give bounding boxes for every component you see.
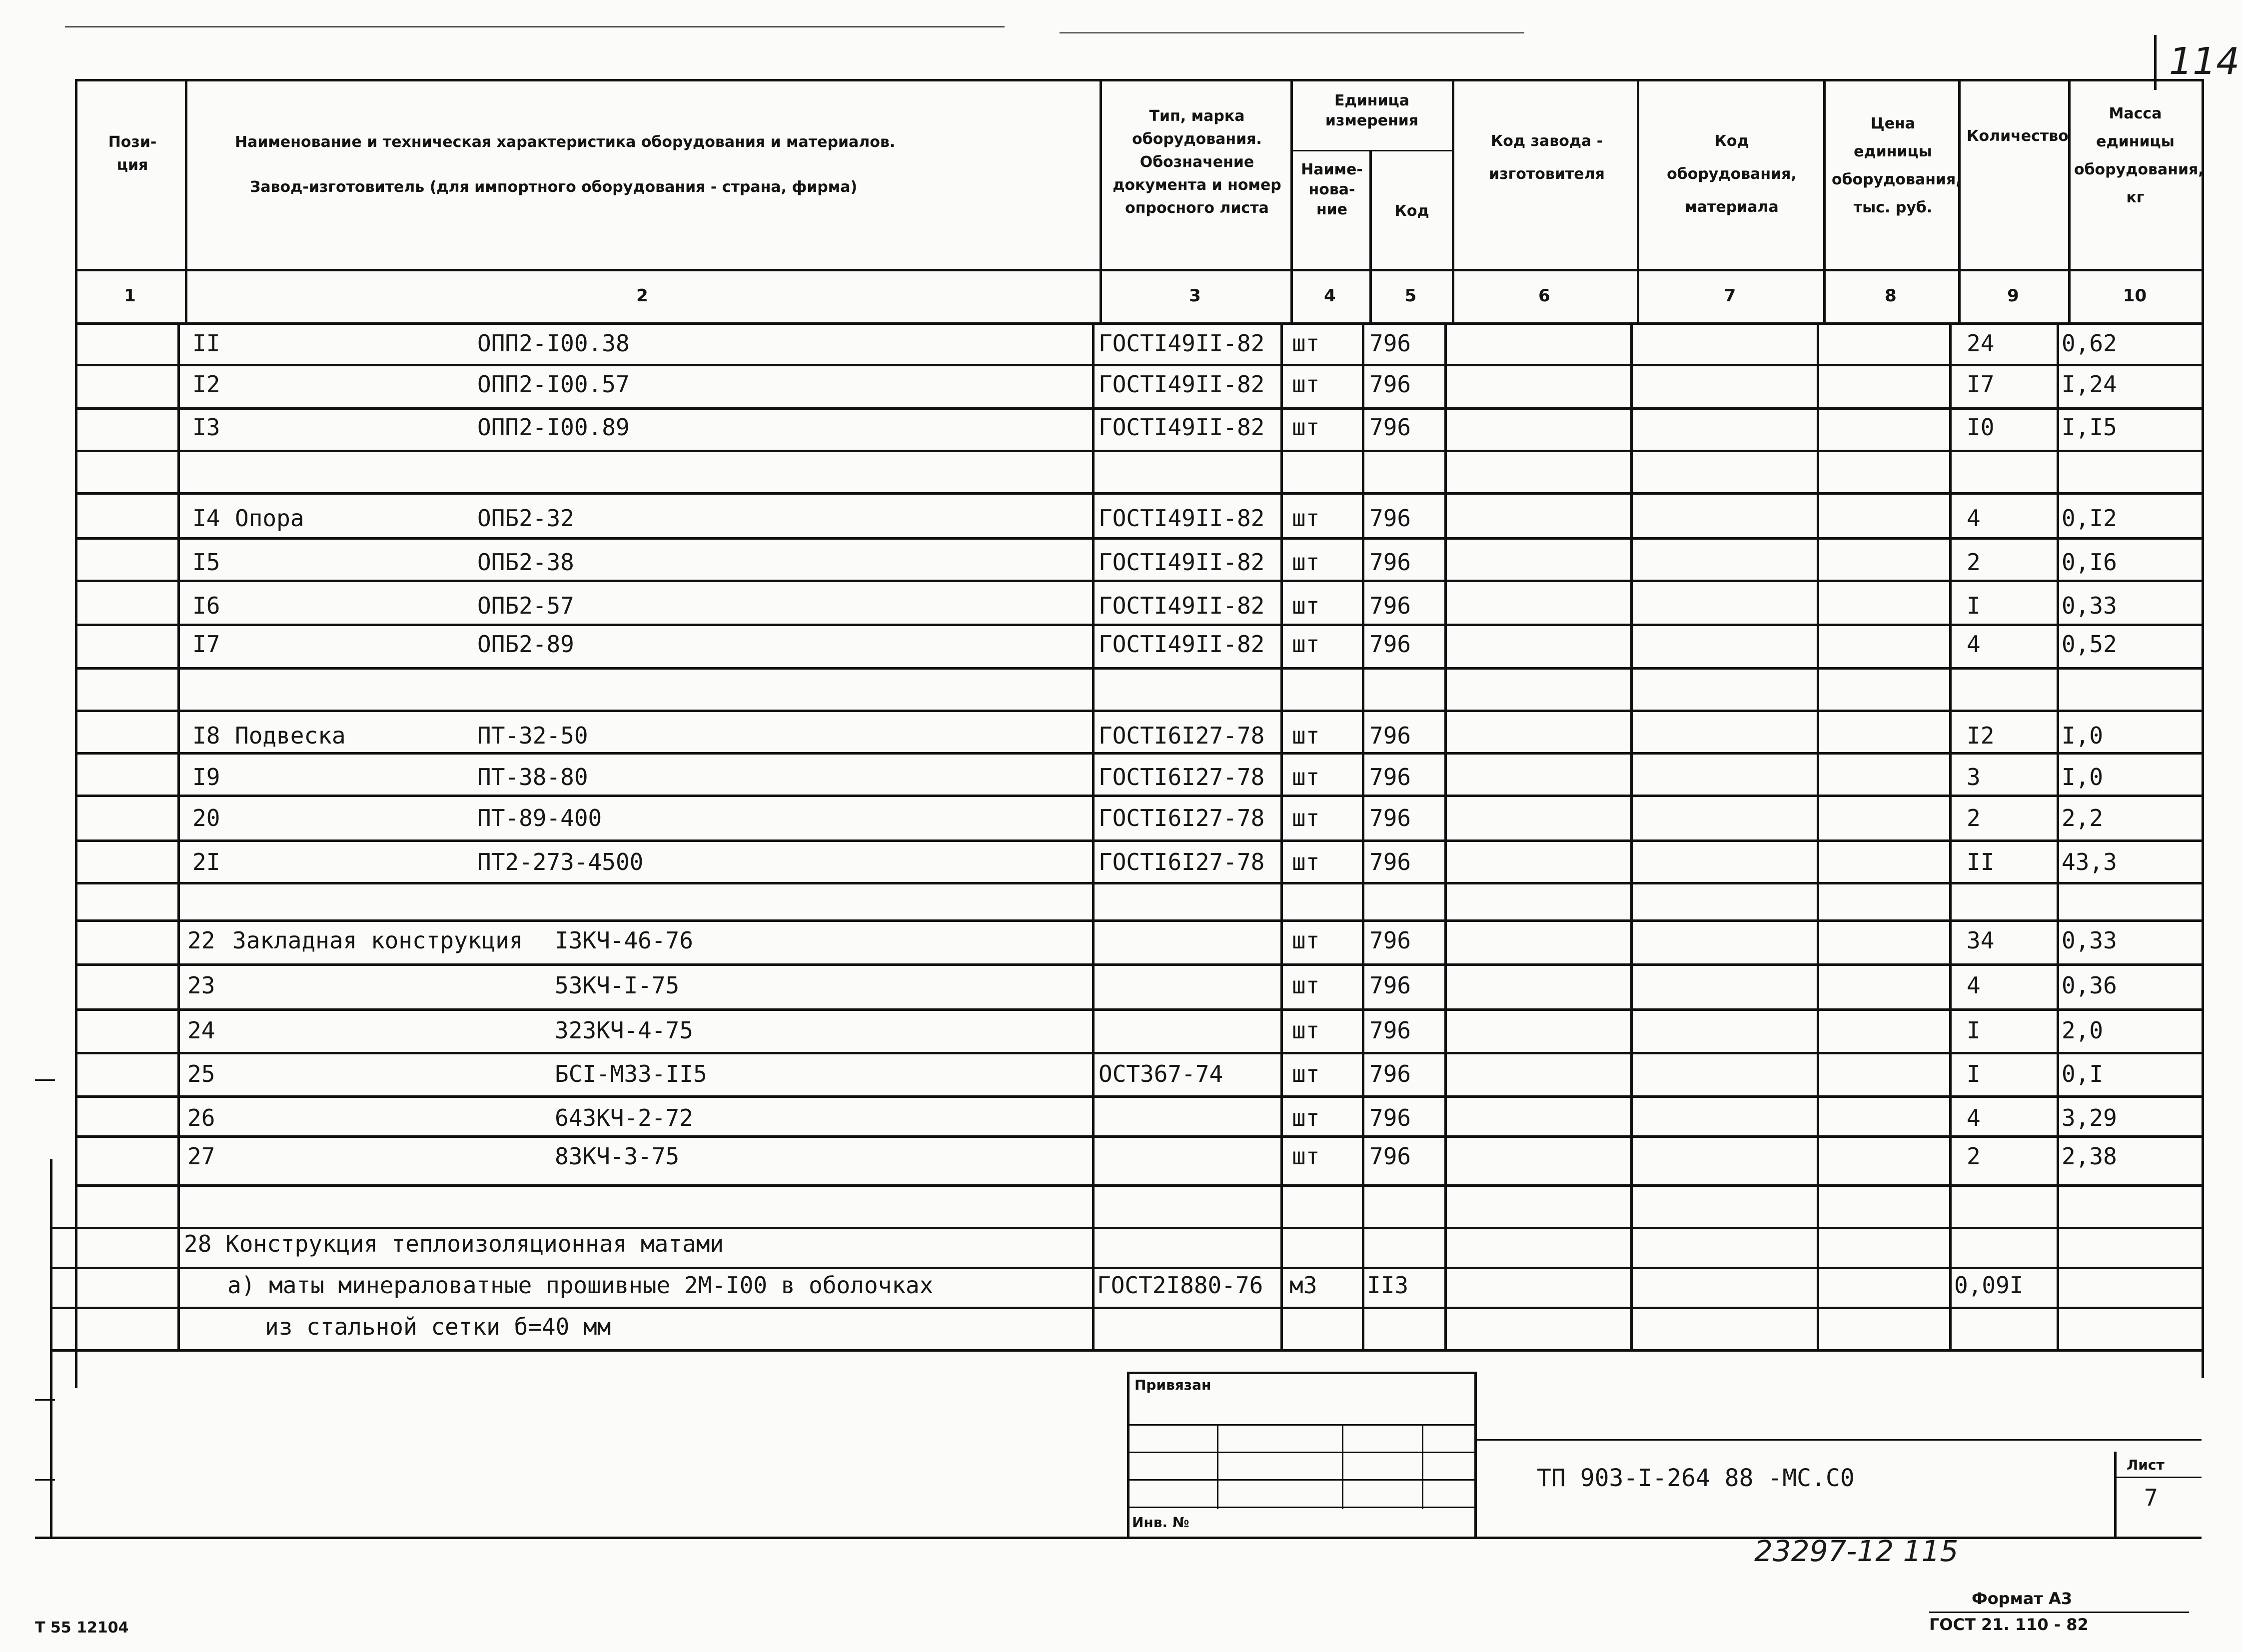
margin-tick (35, 1399, 55, 1401)
row-border (50, 1267, 2202, 1269)
table-cell-qty: 2 (1967, 805, 1981, 831)
table-cell-mark: ОПБ2-38 (477, 549, 574, 576)
table-cell-unit: шт (1292, 631, 1320, 658)
table-cell-mark: ОПБ2-32 (477, 505, 574, 532)
row-border (75, 407, 2202, 410)
row-border (75, 492, 2202, 495)
header-qty: Количество (1967, 127, 2069, 145)
table-cell-doc: ГОСТI49II-82 (1099, 505, 1265, 532)
row-border (75, 580, 2202, 582)
table-cell-qty: 4 (1967, 505, 1981, 532)
table-cell-mass: I,0 (2062, 764, 2104, 791)
body-col-divider (1092, 322, 1095, 1352)
table-cell-qty: 4 (1967, 972, 1981, 999)
table-cell-code: 796 (1369, 1143, 1411, 1170)
table-cell-code: 796 (1369, 414, 1411, 441)
table-cell-unit: шт (1292, 549, 1320, 576)
row-border (75, 963, 2202, 966)
table-cell-qty: I2 (1967, 722, 1995, 749)
table-cell-pos: 2I (192, 848, 220, 875)
row-border (75, 624, 2202, 626)
table-cell-unit: шт (1292, 592, 1320, 619)
table-cell-qty: 2 (1967, 1143, 1981, 1170)
table-cell-doc: ГОСТI49II-82 (1099, 414, 1265, 441)
margin-tick (35, 1479, 55, 1481)
header-mass: Масса единицы оборудования, кг (2074, 105, 2204, 206)
page-number-divider (2154, 35, 2157, 90)
table-cell-mark: ОПП2-I00.38 (477, 330, 630, 357)
table-cell-code: 796 (1369, 371, 1411, 398)
row-border (50, 1307, 2202, 1309)
table-cell-doc: ГОСТI49II-82 (1099, 631, 1265, 658)
doc-code: ТП 903-I-264 88 -МС.С0 (1537, 1464, 1855, 1492)
table-cell-mark: ПТ-32-50 (477, 722, 588, 749)
table-cell-pos: I3 (192, 414, 220, 441)
table-cell-mark: 83КЧ-3-75 (555, 1143, 680, 1170)
table-cell-pos: 25 (187, 1060, 215, 1087)
row28-code: II3 (1367, 1272, 1409, 1299)
table-cell-qty: 2 (1967, 549, 1981, 576)
table-cell-doc: ГОСТI6I27-78 (1099, 722, 1265, 749)
body-col-divider (1362, 322, 1364, 1352)
table-cell-mass: 2,0 (2062, 1017, 2104, 1044)
table-cell-mass: 0,62 (2062, 330, 2117, 357)
table-cell-unit: шт (1292, 1060, 1320, 1087)
table-cell-mass: 0,33 (2062, 592, 2117, 619)
table-cell-unit: шт (1292, 414, 1320, 441)
row28-unit: м3 (1289, 1272, 1317, 1299)
sheet-box-divider (2114, 1477, 2202, 1478)
table-cell-qty: II (1967, 848, 1995, 875)
header-unit-code: Код (1394, 202, 1429, 220)
stamp-col (1342, 1424, 1343, 1509)
table-cell-mark: 53КЧ-I-75 (555, 972, 680, 999)
header-price: Цена единицы оборудования, тыс. руб. (1832, 115, 1962, 216)
table-cell-doc: ГОСТI49II-82 (1099, 371, 1265, 398)
table-cell-pos: 27 (187, 1143, 215, 1170)
body-col-divider (1444, 322, 1447, 1352)
body-col-divider (2057, 322, 2059, 1352)
row-border (75, 839, 2202, 842)
table-cell-pos: 20 (192, 805, 220, 831)
table-cell-qty: I (1967, 592, 1981, 619)
table-cell-pos: I5 (192, 549, 220, 576)
row28-line2: а) маты минераловатные прошивные 2М-I00 в оболочках (227, 1272, 934, 1299)
colnum-2: 2 (636, 286, 648, 306)
colnum-7: 7 (1724, 286, 1736, 306)
table-cell-code: 796 (1369, 1060, 1411, 1087)
table-cell-code: 796 (1369, 1017, 1411, 1044)
stamp-row (1127, 1452, 1477, 1453)
header-bottom-border (75, 269, 2204, 271)
scan-artifact-line (65, 26, 1005, 27)
table-cell-mass: 0,I6 (2062, 549, 2117, 576)
table-cell-qty: 24 (1967, 330, 1995, 357)
table-cell-unit: шт (1292, 805, 1320, 831)
colnum-3: 3 (1189, 286, 1201, 306)
title-block-top (1477, 1439, 2202, 1441)
table-cell-mark: 323КЧ-4-75 (555, 1017, 693, 1044)
scan-artifact-line (1060, 32, 1524, 33)
table-cell-mass: 0,I2 (2062, 505, 2117, 532)
table-cell-unit: шт (1292, 1104, 1320, 1131)
header-equip-code: Код оборудования, материала (1667, 132, 1797, 216)
table-cell-mass: 0,33 (2062, 927, 2117, 954)
table-cell-mark: ОПБ2-89 (477, 631, 574, 658)
unit-subdivider (1290, 150, 1452, 151)
table-cell-mass: 3,29 (2062, 1104, 2117, 1131)
body-col-divider (1630, 322, 1633, 1352)
row-border (75, 919, 2202, 922)
stamp-right (1474, 1372, 1477, 1537)
table-cell-mass: 0,36 (2062, 972, 2117, 999)
table-cell-pos: 24 (187, 1017, 215, 1044)
table-cell-doc: ГОСТI6I27-78 (1099, 805, 1265, 831)
header-unit: Единица измерения (1325, 92, 1419, 129)
colnum-10: 10 (2123, 286, 2147, 306)
table-right-border (2202, 79, 2204, 1378)
stamp-col (1422, 1424, 1423, 1509)
table-cell-pos: 23 (187, 972, 215, 999)
stamp-attached-label: Привязан (1134, 1377, 1211, 1393)
table-cell-code: 796 (1369, 330, 1411, 357)
row-border (75, 1008, 2202, 1011)
stamp-top (1127, 1372, 1477, 1374)
table-cell-mass: 43,3 (2062, 848, 2117, 875)
table-cell-name: Подвеска (235, 722, 346, 749)
table-cell-unit: шт (1292, 505, 1320, 532)
table-cell-mass: 0,52 (2062, 631, 2117, 658)
table-cell-qty: 4 (1967, 631, 1981, 658)
row-border (50, 1349, 2202, 1352)
table-cell-mass: 2,38 (2062, 1143, 2117, 1170)
sheet-number: 7 (2144, 1484, 2158, 1511)
table-cell-qty: 34 (1967, 927, 1995, 954)
table-cell-qty: I (1967, 1060, 1981, 1087)
table-cell-mark: БСI-М33-II5 (555, 1060, 707, 1087)
table-cell-pos: I8 (192, 722, 220, 749)
sheet-label: Лист (2127, 1457, 2165, 1473)
table-top-border (75, 79, 2204, 81)
table-cell-unit: шт (1292, 848, 1320, 875)
table-cell-mass: I,24 (2062, 371, 2117, 398)
sheet-box-left (2114, 1452, 2117, 1537)
corner-code: Т 55 12104 (35, 1619, 129, 1637)
colnum-1: 1 (124, 286, 136, 306)
table-cell-code: 796 (1369, 631, 1411, 658)
table-cell-pos: 22 (187, 927, 215, 954)
row-border (75, 364, 2202, 366)
table-cell-mark: ПТ2-273-4500 (477, 848, 644, 875)
table-cell-mass: 2,2 (2062, 805, 2104, 831)
row28-line3: из стальной сетки б=40 мм (265, 1313, 611, 1340)
row-border (75, 1135, 2202, 1138)
stamp-row (1127, 1507, 1477, 1508)
table-cell-mass: I,I5 (2062, 414, 2117, 441)
table-cell-code: 796 (1369, 805, 1411, 831)
frame-left-inner (50, 1159, 52, 1539)
header-plant-code: Код завода - изготовителя (1489, 132, 1605, 183)
table-cell-name: Закладная конструкция (232, 927, 523, 954)
header-pos: Пози- ция (108, 133, 157, 174)
table-cell-mark: ОПП2-I00.57 (477, 371, 630, 398)
table-cell-pos: I4 (192, 505, 220, 532)
row-border (75, 1184, 2202, 1187)
table-cell-code: 796 (1369, 927, 1411, 954)
table-cell-doc: ОСТ367-74 (1099, 1060, 1223, 1087)
header-name-line2: Завод-изготовитель (для импортного оборудования - страна, фирма) (250, 178, 858, 196)
table-cell-pos: I7 (192, 631, 220, 658)
table-cell-code: 796 (1369, 848, 1411, 875)
table-cell-unit: шт (1292, 927, 1320, 954)
colnum-8: 8 (1885, 286, 1897, 306)
body-col-divider (1280, 322, 1283, 1352)
table-cell-mark: ПТ-89-400 (477, 805, 602, 831)
table-cell-unit: шт (1292, 722, 1320, 749)
row-border (75, 795, 2202, 797)
stamp-col (1217, 1424, 1218, 1509)
table-cell-qty: I7 (1967, 371, 1995, 398)
stamp-left (1127, 1372, 1129, 1537)
stamp-row (1127, 1424, 1477, 1426)
header-unit-name: Наиме- нова- ние (1301, 161, 1363, 218)
row-border (75, 1095, 2202, 1098)
stamp-row (1127, 1479, 1477, 1481)
header-name-line1: Наименование и техническая характеристика оборудования и материалов. (235, 133, 896, 151)
table-cell-code: 796 (1369, 972, 1411, 999)
margin-tick (35, 1079, 55, 1081)
table-cell-qty: 3 (1967, 764, 1981, 791)
body-col-divider (1817, 322, 1819, 1352)
table-cell-mark: ОПП2-I00.89 (477, 414, 630, 441)
table-left-border (75, 79, 77, 1388)
table-cell-pos: 26 (187, 1104, 215, 1131)
table-cell-qty: I0 (1967, 414, 1995, 441)
row-border (75, 537, 2202, 540)
table-cell-mass: I,0 (2062, 722, 2104, 749)
table-cell-qty: 4 (1967, 1104, 1981, 1131)
row-border (75, 710, 2202, 712)
table-cell-code: 796 (1369, 592, 1411, 619)
row-border (75, 752, 2202, 755)
table-cell-unit: шт (1292, 1143, 1320, 1170)
row28-price: 0,09I (1954, 1272, 2024, 1299)
header-type: Тип, марка оборудования. Обозначение документа и номер опросного листа (1113, 107, 1281, 217)
row28-doc: ГОСТ2I880-76 (1097, 1272, 1263, 1299)
table-cell-doc: ГОСТI6I27-78 (1099, 848, 1265, 875)
body-col-divider (1949, 322, 1952, 1352)
colnum-5: 5 (1404, 286, 1417, 306)
page-number: 114 (2169, 40, 2240, 83)
format-label: Формат А3 (1972, 1589, 2073, 1608)
table-cell-pos: I2 (192, 371, 220, 398)
table-cell-mass: 0,I (2062, 1060, 2104, 1087)
stamp-inv-label: Инв. № (1132, 1514, 1189, 1531)
table-cell-unit: шт (1292, 1017, 1320, 1044)
table-cell-unit: шт (1292, 972, 1320, 999)
handwritten-number: 23297-12 115 (1754, 1534, 1959, 1568)
colnum-6: 6 (1538, 286, 1550, 306)
table-cell-code: 796 (1369, 549, 1411, 576)
gost-label: ГОСТ 21. 110 - 82 (1929, 1615, 2089, 1634)
table-cell-unit: шт (1292, 371, 1320, 398)
row-border (75, 450, 2202, 452)
table-cell-code: 796 (1369, 764, 1411, 791)
table-cell-pos: II (192, 330, 220, 357)
colnum-bottom-border (75, 322, 2204, 325)
row-border (75, 667, 2202, 670)
row-border (75, 882, 2202, 884)
table-cell-name: Опора (235, 505, 304, 532)
table-cell-qty: I (1967, 1017, 1981, 1044)
row-border (75, 1052, 2202, 1054)
row28-line1: 28 Конструкция теплоизоляционная матами (184, 1230, 724, 1257)
table-cell-mark: 643КЧ-2-72 (555, 1104, 693, 1131)
table-cell-doc: ГОСТI6I27-78 (1099, 764, 1265, 791)
table-cell-pos: I6 (192, 592, 220, 619)
colnum-4: 4 (1324, 286, 1336, 306)
colnum-9: 9 (2007, 286, 2019, 306)
table-cell-doc: ГОСТI49II-82 (1099, 330, 1265, 357)
table-cell-code: 796 (1369, 505, 1411, 532)
table-cell-code: 796 (1369, 722, 1411, 749)
table-cell-mark: ПТ-38-80 (477, 764, 588, 791)
table-cell-unit: шт (1292, 764, 1320, 791)
table-cell-pos: I9 (192, 764, 220, 791)
table-cell-doc: ГОСТI49II-82 (1099, 592, 1265, 619)
table-cell-mark: I3КЧ-46-76 (555, 927, 693, 954)
table-cell-mark: ОПБ2-57 (477, 592, 574, 619)
table-cell-unit: шт (1292, 330, 1320, 357)
table-cell-code: 796 (1369, 1104, 1411, 1131)
body-col-divider (177, 322, 180, 1352)
table-cell-doc: ГОСТI49II-82 (1099, 549, 1265, 576)
format-underline (1929, 1612, 2189, 1613)
row-border (50, 1227, 2202, 1229)
